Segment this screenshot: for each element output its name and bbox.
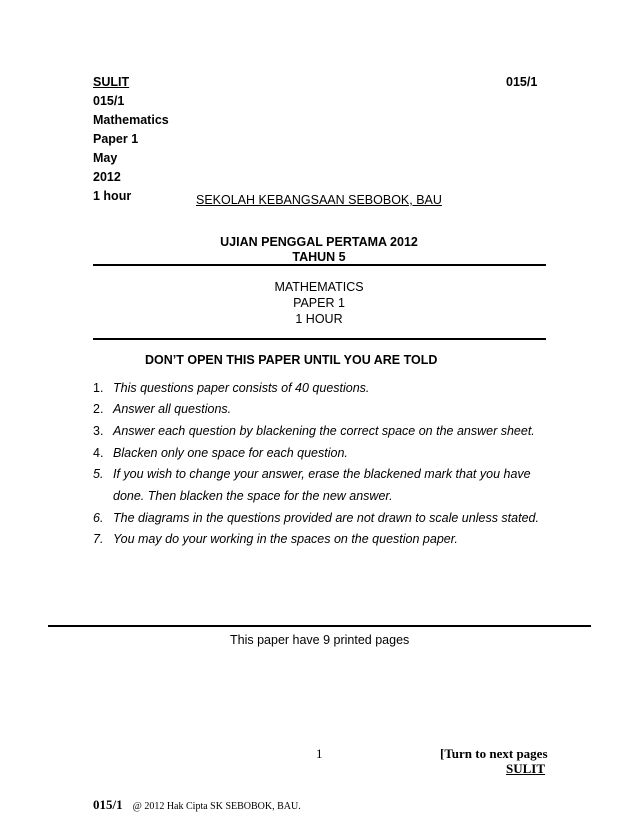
turn-over-note: [Turn to next pages: [440, 746, 548, 761]
header-meta: [93, 92, 169, 206]
footer-code-line: [93, 796, 301, 814]
exam-title-text: UJIAN PENGGAL PERTAMA 2012: [220, 235, 418, 249]
meta-duration: 1 hour: [93, 189, 132, 203]
exam-duration: 1 HOUR: [295, 312, 343, 326]
printed-pages-note: This paper have 9 printed pages: [230, 633, 410, 647]
meta-subject: Mathematics: [93, 113, 169, 127]
instruction-item-continued: done. Then blacken the space for the new answer.: [113, 489, 393, 503]
instruction-item: 1. This questions paper consists of 40 questions.: [93, 381, 370, 395]
middle-divider: [93, 338, 546, 340]
warning-text: DON’T OPEN THIS PAPER UNTIL YOU ARE TOLD: [145, 353, 438, 367]
footer-copyright: @ 2012 Hak Cipta SK SEBOBOK, BAU.: [132, 801, 301, 812]
meta-paper: Paper 1: [93, 132, 139, 146]
school-name: SEKOLAH KEBANGSAAN SEBOBOK, BAU: [196, 193, 442, 207]
page-number: 1: [316, 746, 323, 761]
footer-code: 015/1: [93, 797, 123, 812]
instruction-item: 7. You may do your working in the spaces on the question paper.: [93, 532, 458, 546]
instruction-item: 4. Blacken only one space for each question.: [93, 446, 348, 460]
instruction-item: 2. Answer all questions.: [93, 402, 232, 416]
year-level: TAHUN 5: [292, 250, 346, 264]
footer-classification: SULIT: [506, 761, 546, 776]
meta-month: May: [93, 151, 118, 165]
instruction-item: 3. Answer each question by blackening the correct space on the answer sheet.: [93, 424, 535, 438]
paper-code-right: 015/1: [506, 75, 538, 89]
exam-subject: MATHEMATICS: [274, 280, 364, 294]
instruction-item: 5. If you wish to change your answer, erase the blackened mark that you have: [93, 467, 531, 481]
meta-year: 2012: [93, 170, 121, 184]
bottom-divider: [48, 625, 591, 627]
meta-code: 015/1: [93, 94, 125, 108]
top-divider: [93, 264, 546, 266]
classification-label: SULIT: [93, 75, 130, 89]
instruction-item: 6. The diagrams in the questions provided are not drawn to scale unless stated.: [93, 511, 539, 525]
exam-paper: PAPER 1: [293, 296, 345, 310]
